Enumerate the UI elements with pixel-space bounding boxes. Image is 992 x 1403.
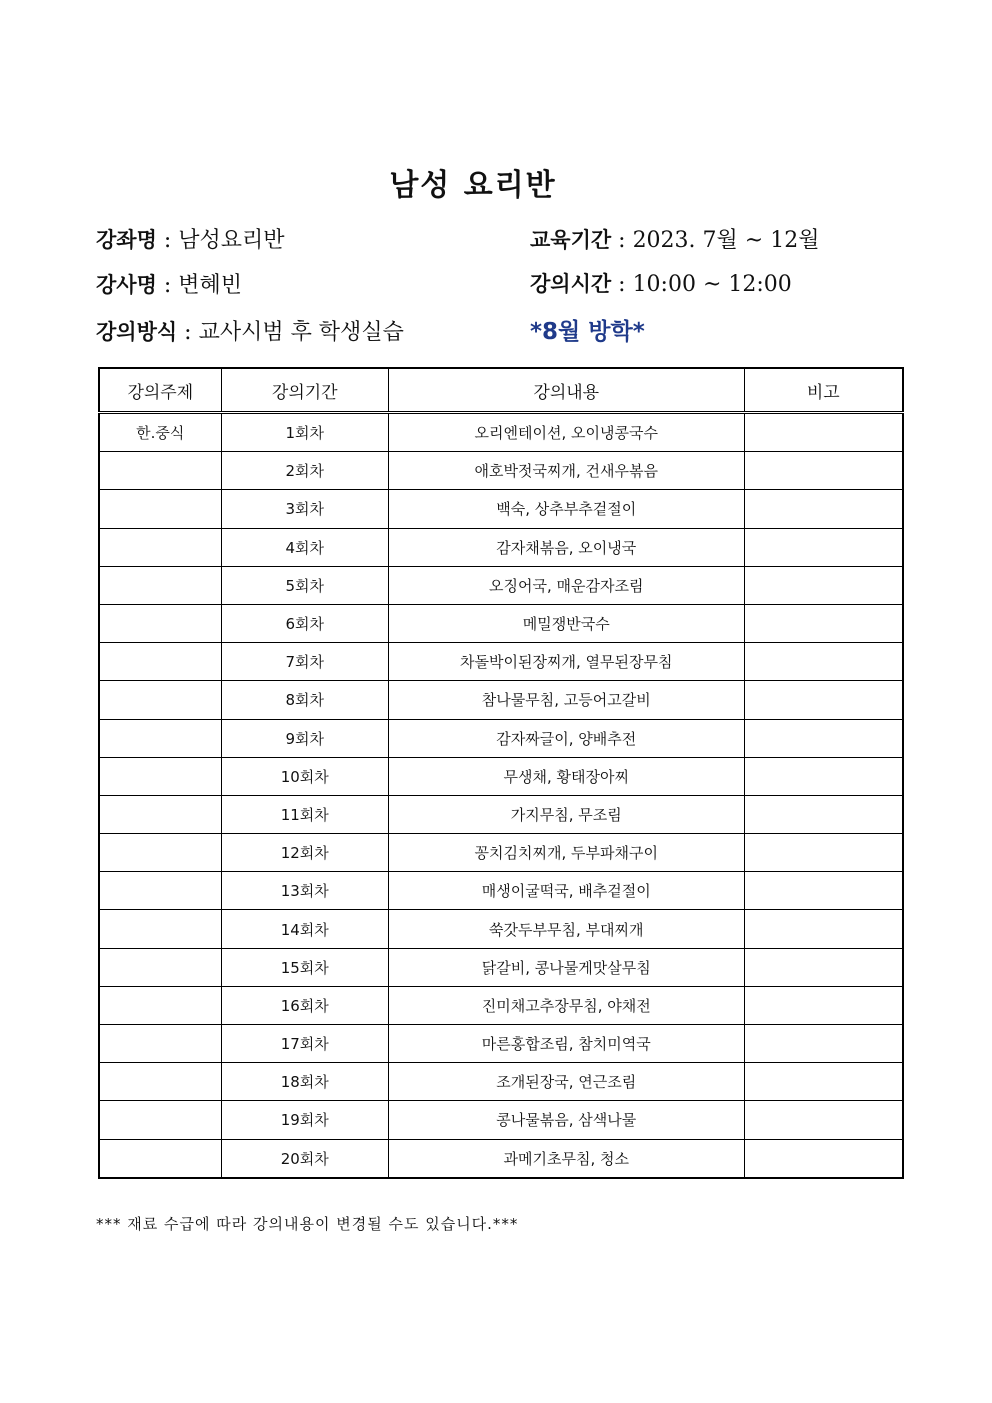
cell-note	[744, 604, 903, 642]
cell-topic	[99, 1063, 221, 1101]
table-row	[99, 719, 903, 757]
cell-session: 15회차	[221, 948, 388, 986]
time-row: 강의시간 : 10:00 ~ 12:00	[530, 272, 792, 297]
cell-session: 17회차	[221, 1025, 388, 1063]
cell-content: 콩나물볶음, 삼색나물	[388, 1101, 744, 1139]
cell-topic	[99, 528, 221, 566]
cell-note	[744, 566, 903, 604]
table-row	[99, 1101, 903, 1139]
schedule-table	[98, 367, 904, 1179]
cell-session: 10회차	[221, 757, 388, 795]
cell-topic	[99, 1101, 221, 1139]
cell-content: 마른홍합조림, 참치미역국	[388, 1025, 744, 1063]
cell-content: 메밀쟁반국수	[388, 604, 744, 642]
period-label: 교육기간	[530, 228, 612, 252]
cell-content: 무생채, 황태장아찌	[388, 757, 744, 795]
cell-topic	[99, 604, 221, 642]
table-row	[99, 643, 903, 681]
cell-note	[744, 452, 903, 490]
cell-note	[744, 910, 903, 948]
cell-topic	[99, 872, 221, 910]
cell-session: 19회차	[221, 1101, 388, 1139]
cell-note	[744, 834, 903, 872]
table-row	[99, 795, 903, 833]
cell-content: 참나물무침, 고등어고갈비	[388, 681, 744, 719]
table-row	[99, 910, 903, 948]
cell-topic	[99, 1025, 221, 1063]
cell-content: 과메기초무침, 청소	[388, 1139, 744, 1178]
cell-session: 11회차	[221, 795, 388, 833]
table-body	[99, 413, 903, 1178]
cell-note	[744, 528, 903, 566]
method-label: 강의방식	[96, 320, 178, 344]
cell-topic	[99, 910, 221, 948]
cell-content: 꽁치김치찌개, 두부파채구이	[388, 834, 744, 872]
cell-session: 1회차	[221, 413, 388, 452]
cell-content: 감자채볶음, 오이냉국	[388, 528, 744, 566]
table-row	[99, 452, 903, 490]
cell-content: 쑥갓두부무침, 부대찌개	[388, 910, 744, 948]
table-row	[99, 1063, 903, 1101]
cell-note	[744, 872, 903, 910]
cell-session: 3회차	[221, 490, 388, 528]
time-label: 강의시간	[530, 272, 612, 296]
table-row	[99, 757, 903, 795]
method-value: 교사시범 후 학생실습	[198, 320, 404, 345]
cell-topic	[99, 490, 221, 528]
table-row	[99, 413, 903, 452]
header-note: 비고	[744, 368, 903, 413]
table-row	[99, 872, 903, 910]
cell-content: 애호박젓국찌개, 건새우볶음	[388, 452, 744, 490]
cell-content: 조개된장국, 연근조림	[388, 1063, 744, 1101]
page-title: 남성 요리반	[389, 168, 557, 203]
cell-content: 오리엔테이션, 오이냉콩국수	[388, 413, 744, 452]
cell-session: 12회차	[221, 834, 388, 872]
cell-session: 4회차	[221, 528, 388, 566]
cell-session: 6회차	[221, 604, 388, 642]
cell-topic	[99, 834, 221, 872]
cell-content: 백숙, 상추부추겉절이	[388, 490, 744, 528]
cell-content: 오징어국, 매운감자조림	[388, 566, 744, 604]
table-row	[99, 834, 903, 872]
cell-content: 매생이굴떡국, 배추겉절이	[388, 872, 744, 910]
cell-topic	[99, 643, 221, 681]
time-value: 10:00 ~ 12:00	[632, 272, 792, 297]
cell-content: 감자짜글이, 양배추전	[388, 719, 744, 757]
table-row	[99, 948, 903, 986]
cell-session: 14회차	[221, 910, 388, 948]
vacation-notice: *8월 방학*	[530, 319, 645, 345]
cell-topic	[99, 681, 221, 719]
cell-content: 진미채고추장무침, 야채전	[388, 986, 744, 1024]
table-row	[99, 1025, 903, 1063]
header-topic: 강의주제	[99, 368, 221, 413]
instructor-value: 변혜빈	[178, 273, 243, 298]
cell-content: 닭갈비, 콩나물게맛살무침	[388, 948, 744, 986]
table-row	[99, 681, 903, 719]
cell-topic: 한.중식	[99, 413, 221, 452]
table-row	[99, 1139, 903, 1178]
course-name-value: 남성요리반	[178, 228, 285, 253]
cell-session: 5회차	[221, 566, 388, 604]
instructor-label: 강사명	[96, 273, 157, 297]
cell-topic	[99, 795, 221, 833]
cell-topic	[99, 986, 221, 1024]
cell-note	[744, 986, 903, 1024]
cell-session: 18회차	[221, 1063, 388, 1101]
course-name-label: 강좌명	[96, 228, 157, 252]
cell-note	[744, 719, 903, 757]
table-row	[99, 528, 903, 566]
cell-note	[744, 1063, 903, 1101]
period-value: 2023. 7월 ~ 12월	[632, 228, 820, 253]
cell-note	[744, 1025, 903, 1063]
cell-content: 차돌박이된장찌개, 열무된장무침	[388, 643, 744, 681]
cell-topic	[99, 1139, 221, 1178]
footer-note: *** 재료 수급에 따라 강의내용이 변경될 수도 있습니다.***	[96, 1215, 519, 1233]
period-row: 교육기간 : 2023. 7월 ~ 12월	[530, 228, 820, 253]
cell-note	[744, 643, 903, 681]
table-row	[99, 566, 903, 604]
cell-session: 7회차	[221, 643, 388, 681]
cell-content: 가지무침, 무조림	[388, 795, 744, 833]
cell-topic	[99, 566, 221, 604]
cell-session: 2회차	[221, 452, 388, 490]
cell-note	[744, 681, 903, 719]
cell-note	[744, 413, 903, 452]
table-row	[99, 490, 903, 528]
cell-topic	[99, 719, 221, 757]
cell-session: 13회차	[221, 872, 388, 910]
header-content: 강의내용	[388, 368, 744, 413]
cell-session: 9회차	[221, 719, 388, 757]
cell-note	[744, 1139, 903, 1178]
table-row	[99, 604, 903, 642]
header-period: 강의기간	[221, 368, 388, 413]
table-row	[99, 986, 903, 1024]
cell-note	[744, 948, 903, 986]
course-name-row: 강좌명 : 남성요리반	[96, 228, 285, 253]
cell-session: 16회차	[221, 986, 388, 1024]
cell-note	[744, 757, 903, 795]
cell-topic	[99, 757, 221, 795]
cell-session: 20회차	[221, 1139, 388, 1178]
cell-note	[744, 795, 903, 833]
cell-topic	[99, 452, 221, 490]
cell-note	[744, 490, 903, 528]
table-header-row	[99, 368, 903, 413]
cell-note	[744, 1101, 903, 1139]
method-row: 강의방식 : 교사시범 후 학생실습	[96, 320, 404, 345]
cell-session: 8회차	[221, 681, 388, 719]
instructor-row: 강사명 : 변혜빈	[96, 273, 243, 298]
cell-topic	[99, 948, 221, 986]
